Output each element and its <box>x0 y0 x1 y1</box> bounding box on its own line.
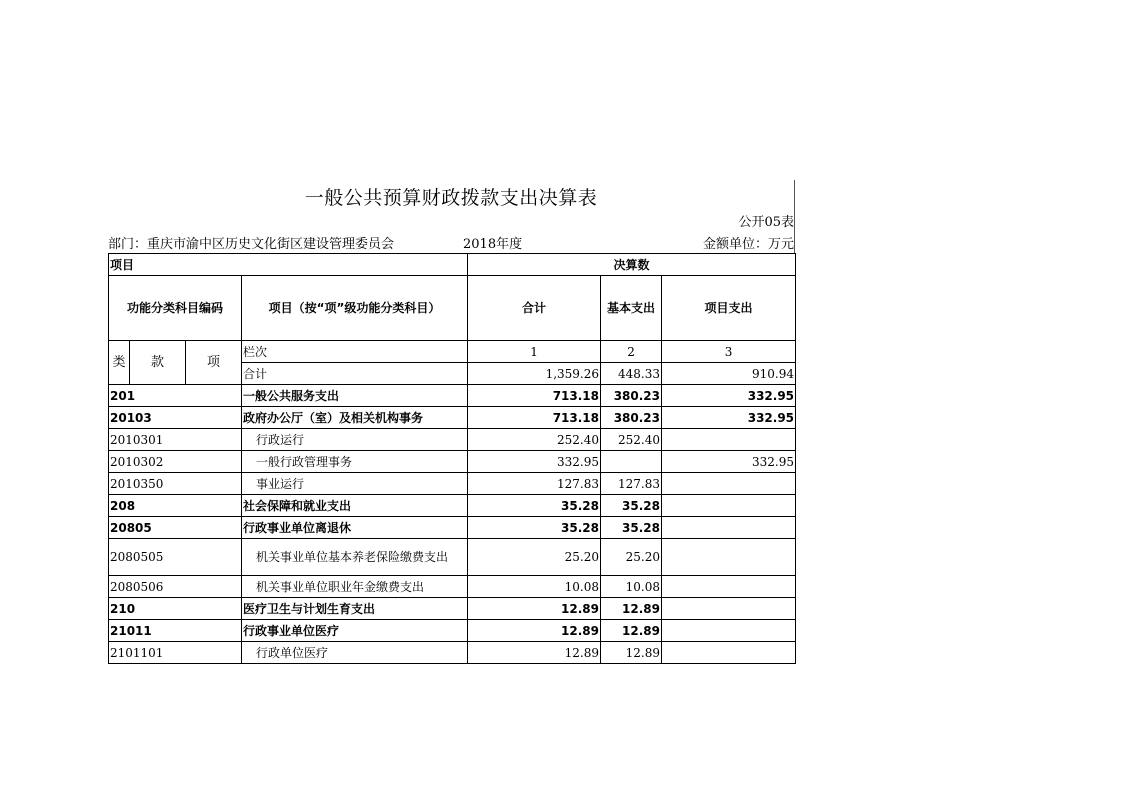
row-name: 机关事业单位职业年金缴费支出 <box>242 576 468 598</box>
row-name: 社会保障和就业支出 <box>242 495 468 517</box>
row-basic: 380.23 <box>601 407 662 429</box>
table-row <box>109 642 796 664</box>
header-kuan: 款 <box>130 341 186 385</box>
row-total: 713.18 <box>468 407 601 429</box>
fiscal-year-label: 2018年度 <box>463 237 523 252</box>
row-name: 机关事业单位基本养老保险缴费支出 <box>242 539 468 576</box>
total-total: 1,359.26 <box>468 363 601 385</box>
header-row-2 <box>109 276 796 341</box>
row-basic: 12.89 <box>601 598 662 620</box>
row-project: 332.95 <box>662 385 796 407</box>
form-number: 公开05表 <box>738 215 794 230</box>
row-project <box>662 576 796 598</box>
row-total: 25.20 <box>468 539 601 576</box>
row-name: 一般公共服务支出 <box>242 385 468 407</box>
row-project <box>662 539 796 576</box>
table-row <box>109 385 796 407</box>
department-label: 部门：重庆市渝中区历史文化街区建设管理委员会 <box>108 237 395 252</box>
row-project <box>662 473 796 495</box>
row-basic: 35.28 <box>601 495 662 517</box>
row-code: 2010301 <box>109 429 242 451</box>
header-basic: 基本支出 <box>601 276 662 341</box>
row-basic: 12.89 <box>601 642 662 664</box>
table-row <box>109 407 796 429</box>
table-row <box>109 473 796 495</box>
row-total: 252.40 <box>468 429 601 451</box>
row-project <box>662 642 796 664</box>
row-basic: 252.40 <box>601 429 662 451</box>
row-code: 20805 <box>109 517 242 539</box>
table-row <box>109 598 796 620</box>
header-row-3 <box>109 341 796 363</box>
row-name: 行政事业单位离退休 <box>242 517 468 539</box>
row-code: 2010302 <box>109 451 242 473</box>
amount-unit-label: 金额单位：万元 <box>702 237 794 252</box>
total-basic: 448.33 <box>601 363 662 385</box>
row-project <box>662 495 796 517</box>
row-basic <box>601 451 662 473</box>
page-title: 一般公共预算财政拨款支出决算表 <box>304 187 598 209</box>
row-name: 事业运行 <box>242 473 468 495</box>
row-code: 201 <box>109 385 242 407</box>
row-total: 12.89 <box>468 598 601 620</box>
row-name: 政府办公厅（室）及相关机构事务 <box>242 407 468 429</box>
header-project: 项目支出 <box>662 276 796 341</box>
row-code: 210 <box>109 598 242 620</box>
table-row <box>109 429 796 451</box>
header-lei: 类 <box>109 341 130 385</box>
row-project <box>662 620 796 642</box>
row-total: 10.08 <box>468 576 601 598</box>
header-code: 功能分类科目编码 <box>109 276 242 341</box>
row-code: 21011 <box>109 620 242 642</box>
row-code: 2101101 <box>109 642 242 664</box>
row-name: 一般行政管理事务 <box>242 451 468 473</box>
table-row <box>109 517 796 539</box>
page-edge-line <box>794 180 795 254</box>
header-row-1 <box>109 254 796 276</box>
row-total: 713.18 <box>468 385 601 407</box>
row-code: 2010350 <box>109 473 242 495</box>
row-code: 20103 <box>109 407 242 429</box>
row-name: 行政运行 <box>242 429 468 451</box>
row-total: 127.83 <box>468 473 601 495</box>
row-code: 208 <box>109 495 242 517</box>
header-item: 项目 <box>109 254 468 276</box>
column-3: 3 <box>662 341 796 363</box>
row-name: 行政事业单位医疗 <box>242 620 468 642</box>
table-row <box>109 576 796 598</box>
table-row <box>109 495 796 517</box>
row-code: 2080506 <box>109 576 242 598</box>
column-label: 栏次 <box>242 341 468 363</box>
row-name: 行政单位医疗 <box>242 642 468 664</box>
row-project <box>662 429 796 451</box>
column-2: 2 <box>601 341 662 363</box>
row-project: 332.95 <box>662 407 796 429</box>
row-basic: 10.08 <box>601 576 662 598</box>
row-project <box>662 598 796 620</box>
row-basic: 35.28 <box>601 517 662 539</box>
row-code: 2080505 <box>109 539 242 576</box>
expenditure-table <box>108 253 796 664</box>
total-label: 合计 <box>242 363 468 385</box>
row-project <box>662 517 796 539</box>
header-xiang: 项 <box>186 341 242 385</box>
header-total: 合计 <box>468 276 601 341</box>
header-final-accounts: 决算数 <box>468 254 796 276</box>
row-basic: 25.20 <box>601 539 662 576</box>
row-name: 医疗卫生与计划生育支出 <box>242 598 468 620</box>
total-project: 910.94 <box>662 363 796 385</box>
row-basic: 127.83 <box>601 473 662 495</box>
header-item-name: 项目（按“项”级功能分类科目） <box>242 276 468 341</box>
row-total: 35.28 <box>468 517 601 539</box>
table-row <box>109 620 796 642</box>
table-row <box>109 451 796 473</box>
row-total: 12.89 <box>468 642 601 664</box>
row-project: 332.95 <box>662 451 796 473</box>
row-total: 332.95 <box>468 451 601 473</box>
table-row <box>109 539 796 576</box>
row-total: 12.89 <box>468 620 601 642</box>
row-total: 35.28 <box>468 495 601 517</box>
row-basic: 12.89 <box>601 620 662 642</box>
row-basic: 380.23 <box>601 385 662 407</box>
column-1: 1 <box>468 341 601 363</box>
